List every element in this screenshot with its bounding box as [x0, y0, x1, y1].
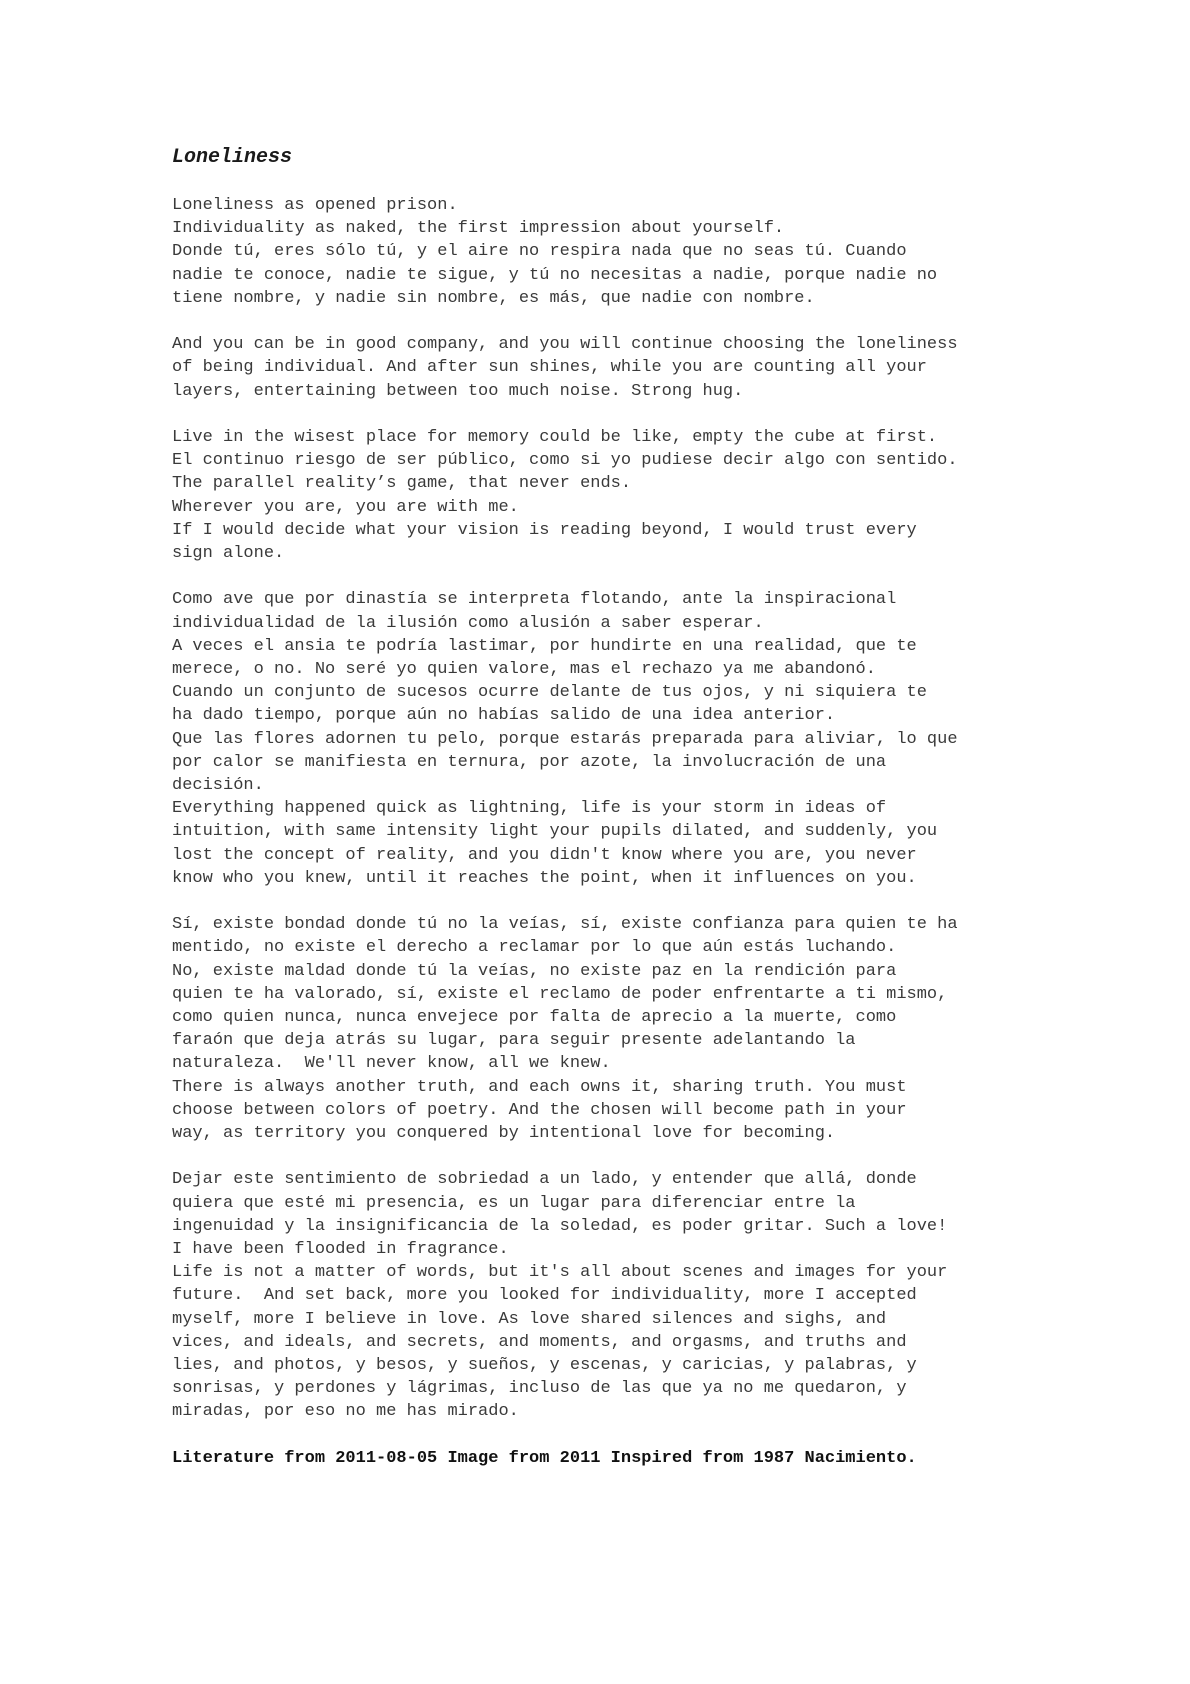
text-line: como quien nunca, nunca envejece por falta de aprecio a la muerte, como: [172, 1008, 897, 1028]
text-line: Individuality as naked, the first impression about yourself.: [172, 219, 785, 239]
text-line: El continuo riesgo de ser público, como si yo pudiese decir algo con sentido.: [172, 451, 958, 471]
text-line: Sí, existe bondad donde tú no la veías, sí, existe confianza para quien te ha: [172, 915, 958, 935]
paragraph: [172, 194, 1072, 310]
text-line: por calor se manifiesta en ternura, por azote, la involucración de una: [172, 752, 887, 772]
paragraph: [172, 1168, 1072, 1423]
text-line: choose between colors of poetry. And the chosen will become path in your: [172, 1100, 907, 1120]
document-title: Loneliness: [172, 146, 293, 169]
text-line: Everything happened quick as lightning, life is your storm in ideas of: [172, 799, 887, 819]
text-line: merece, o no. No seré yo quien valore, mas el rechazo ya me abandonó.: [172, 660, 876, 680]
text-line: way, as territory you conquered by intentional love for becoming.: [172, 1124, 836, 1144]
paragraph: [172, 333, 1072, 403]
text-line: lies, and photos, y besos, y sueños, y escenas, y caricias, y palabras, y: [172, 1356, 917, 1376]
text-line: ha dado tiempo, porque aún no habías salido de una idea anterior.: [172, 706, 836, 726]
text-line: ingenuidad y la insignificancia de la soledad, es poder gritar. Such a love!: [172, 1216, 948, 1236]
paragraph: [172, 913, 1072, 1145]
text-line: of being individual. And after sun shines, while you are counting all your: [172, 358, 927, 378]
text-line: mentido, no existe el derecho a reclamar por lo que aún estás luchando.: [172, 938, 897, 958]
paragraph-spacer: [172, 403, 1072, 426]
paragraph-spacer: [172, 1424, 1072, 1447]
text-line: If I would decide what your vision is reading beyond, I would trust every: [172, 520, 917, 540]
text-line: quiera que esté mi presencia, es un lugar para diferenciar entre la: [172, 1193, 856, 1213]
text-line: miradas, por eso no me has mirado.: [172, 1402, 519, 1422]
text-line: A veces el ansia te podría lastimar, por hundirte en una realidad, que te: [172, 636, 917, 656]
text-line: sign alone.: [172, 544, 285, 564]
text-line: And you can be in good company, and you will continue choosing the loneliness: [172, 335, 958, 355]
text-line: faraón que deja atrás su lugar, para seguir presente adelantando la: [172, 1031, 856, 1051]
text-line: Life is not a matter of words, but it's all about scenes and images for your: [172, 1263, 948, 1283]
text-line: vices, and ideals, and secrets, and moments, and orgasms, and truths and: [172, 1332, 907, 1352]
text-line: layers, entertaining between too much noise. Strong hug.: [172, 381, 744, 401]
text-line: There is always another truth, and each owns it, sharing truth. You must: [172, 1077, 907, 1097]
paragraph: [172, 588, 1072, 890]
text-line: individualidad de la ilusión como alusión a saber esperar.: [172, 613, 764, 633]
paragraph-spacer: [172, 890, 1072, 913]
text-line: Como ave que por dinastía se interpreta flotando, ante la inspiracional: [172, 590, 897, 610]
text-line: Dejar este sentimiento de sobriedad a un lado, y entender que allá, donde: [172, 1170, 917, 1190]
document-page: [172, 144, 1072, 1470]
text-line: Live in the wisest place for memory could be like, empty the cube at first.: [172, 428, 938, 447]
text-line: No, existe maldad donde tú la veías, no existe paz en la rendición para: [172, 961, 897, 981]
text-line: quien te ha valorado, sí, existe el reclamo de poder enfrentarte a ti mismo,: [172, 984, 948, 1004]
text-line: myself, more I believe in love. As love shared silences and sighs, and: [172, 1309, 887, 1329]
text-line: know who you knew, until it reaches the point, when it influences on you.: [172, 868, 917, 888]
text-line: Wherever you are, you are with me.: [172, 497, 519, 517]
paragraph-spacer: [172, 565, 1072, 588]
text-line: I have been flooded in fragrance.: [172, 1240, 509, 1260]
text-line: decisión.: [172, 776, 264, 796]
text-line: Loneliness as opened prison.: [172, 196, 458, 215]
text-line: sonrisas, y perdones y lágrimas, incluso de las que ya no me quedaron, y: [172, 1379, 907, 1399]
document-footer: Literature from 2011-08-05 Image from 2011 Inspired from 1987 Nacimiento.: [172, 1448, 917, 1468]
text-line: intuition, with same intensity light your pupils dilated, and suddenly, you: [172, 822, 938, 842]
text-line: The parallel reality’s game, that never ends.: [172, 474, 632, 494]
paragraph-spacer: [172, 310, 1072, 333]
text-line: naturaleza. We'll never know, all we knew.: [172, 1054, 611, 1074]
text-line: Que las flores adornen tu pelo, porque estarás preparada para aliviar, lo que: [172, 729, 958, 749]
text-line: tiene nombre, y nadie sin nombre, es más, que nadie con nombre.: [172, 288, 815, 308]
text-line: Donde tú, eres sólo tú, y el aire no respira nada que no seas tú. Cuando: [172, 242, 907, 262]
paragraph: [172, 426, 1072, 565]
text-line: Cuando un conjunto de sucesos ocurre delante de tus ojos, y ni siquiera te: [172, 683, 927, 703]
text-line: future. And set back, more you looked for individuality, more I accepted: [172, 1286, 917, 1306]
paragraph-spacer: [172, 1145, 1072, 1168]
text-line: nadie te conoce, nadie te sigue, y tú no necesitas a nadie, porque nadie no: [172, 265, 938, 285]
document-body: [172, 194, 1072, 1447]
text-line: lost the concept of reality, and you didn't know where you are, you never: [172, 845, 917, 865]
